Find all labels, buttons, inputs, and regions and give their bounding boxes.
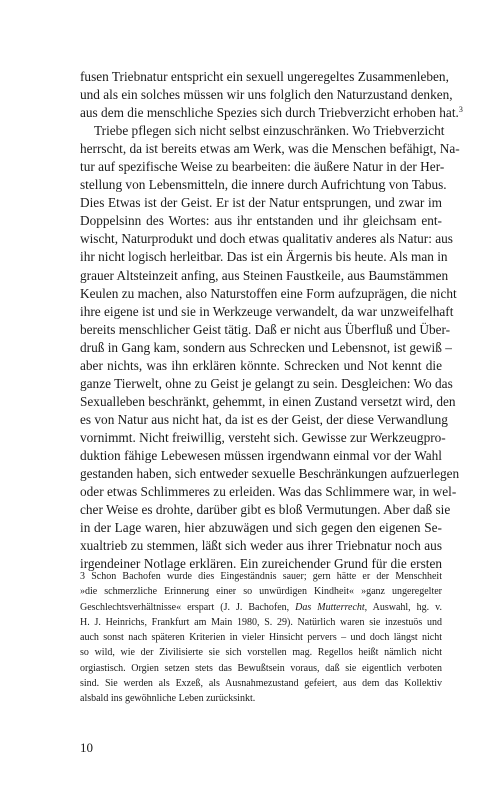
- text-line-content: ganze Tierwelt, ohne zu Geist je gelangt zu sein. Desgleichen: Wo das: [80, 375, 453, 391]
- text-line-content: duktion fähige Lebewesen müssen irgendwann einmal vor der Wahl: [80, 447, 442, 463]
- text-line: [80, 375, 453, 393]
- footnote-line: [80, 615, 442, 630]
- text-line: [80, 339, 452, 357]
- text-line-content: druß in Gang kam, sondern aus Schrecken und Lebensnot, ist gewiß –: [80, 339, 452, 355]
- text-line-content: ihr nicht logisch herleitbar. Das ist ein Ärgernis bis heute. Als man in: [80, 249, 448, 265]
- text-line: [80, 230, 453, 248]
- text-line-content: wischt, Naturprodukt und doch etwas qualitativ anderes als Natur: aus: [80, 231, 453, 247]
- text-line: [80, 465, 460, 483]
- footnote-line: [80, 600, 442, 615]
- footnote-text: alsbald ins gewöhnliche Leben zurücksinkt.: [80, 693, 256, 705]
- text-line: [80, 158, 445, 176]
- text-line-content: xualtrieb zu stemmen, läßt sich weder aus ihrer Triebnatur noch aus: [80, 538, 442, 554]
- text-line: [80, 122, 445, 140]
- footnote-text: H. J. Heinrichs, Frankfurt am Main 1980, S. 29). Natürlich waren sie inzestuös und: [80, 616, 442, 628]
- text-line-content: ihre eigene ist und sie in Werkzeuge verwandelt, da war unzweifelhaft: [80, 303, 454, 319]
- footnote-line: [80, 584, 442, 599]
- footnote-text: , Auswahl, hg. v.: [364, 601, 442, 613]
- text-line: [80, 501, 451, 519]
- text-line: [80, 68, 449, 86]
- body-text: [80, 68, 463, 573]
- text-line-content: Dies Etwas ist der Geist. Er ist der Natur entsprungen, und zwar im: [80, 195, 442, 211]
- text-line: [80, 483, 457, 501]
- text-line-content: fusen Triebnatur entspricht ein sexuell ungeregeltes Zusammenleben,: [80, 69, 449, 84]
- text-line-content: in der Lage waren, hier abzuwägen und sich gegen den eigenen Se-: [80, 520, 442, 536]
- footnote-text: Geschlechtsverhältnisse« erspart (J. J. Bachofen,: [80, 601, 296, 613]
- text-line: [80, 537, 442, 555]
- text-line-content: Triebe pflegen sich nicht selbst einzuschränken. Wo Triebverzicht: [94, 123, 445, 139]
- text-line-content: und als ein solches müssen wir uns folglich den Naturzustand denken,: [80, 87, 453, 103]
- text-line-content: stellung von Lebensmitteln, die innere durch Aufrichtung von Tabus.: [80, 177, 447, 193]
- text-line-content: gestanden haben, sich entweder sexuelle Beschränkungen aufzuerlegen: [80, 466, 460, 482]
- text-line: [80, 212, 442, 230]
- footnote-line: [80, 630, 442, 645]
- text-line: [80, 104, 463, 122]
- text-line-content: es von Natur aus nicht hat, da ist es der Geist, der diese Verwandlung: [80, 411, 448, 427]
- footnote-line: [80, 676, 442, 691]
- text-line-content: aber nichts, was ihn erklären könnte. Schrecken und Not kennt die: [80, 357, 442, 373]
- text-line: [80, 447, 442, 465]
- book-title: Das Mutterrecht: [295, 601, 365, 613]
- text-line-content: tur auf spezifische Weise zu bearbeiten: die äußere Natur in der Her-: [80, 159, 445, 175]
- text-line: [80, 176, 447, 194]
- text-line: [80, 194, 442, 212]
- text-line: [80, 393, 456, 411]
- footnote-text: 3 Schon Bachofen wurde dies Eingeständnis sauer; gern hätte er der Menschheit: [80, 571, 442, 582]
- text-line-content: cher Weise es drohte, darüber gibt es bloß Vermutungen. Aber daß sie: [80, 502, 451, 518]
- footnote-text: so wild, wie der Zivilisierte sie sich vorstellen mag. Regellos heißt nämlich nicht: [80, 647, 442, 659]
- footnote-marker[interactable]: 3: [458, 105, 463, 115]
- text-line-content: grauer Altsteinzeit anfing, aus Steinen Faustkeile, aus Baumstämmen: [80, 267, 449, 283]
- text-line: [80, 303, 454, 321]
- text-line: [80, 267, 449, 285]
- footnote-line: [80, 661, 442, 676]
- text-line: [80, 140, 460, 158]
- text-line-content: Doppelsinn des Wortes: aus ihr entstanden und ihr gleichsam ent-: [80, 213, 442, 229]
- text-line: [80, 519, 442, 537]
- text-line: [80, 429, 446, 447]
- text-line: [80, 411, 448, 429]
- footnote-text: auch sonst nach späteren Kriterien in vieler Hinsicht pervers – und doch längst nicht: [80, 632, 442, 644]
- main-text: [80, 68, 463, 573]
- footnote: [80, 569, 442, 707]
- text-line-content: herrscht, da ist bereits etwas am Werk, was die Menschen befähigt, Na-: [80, 141, 460, 157]
- footnote-text: orgiastisch. Orgien setzen stets das Bewußtsein voraus, daß sie eigentlich verboten: [80, 662, 442, 674]
- text-line-content: Sexualleben beschränkt, gehemmt, in einen Zustand versetzt wird, den: [80, 393, 456, 409]
- text-line-content: aus dem die menschliche Spezies sich durch Triebverzicht erhoben hat.: [80, 105, 459, 121]
- text-line: [80, 357, 442, 375]
- page-number: 10: [80, 740, 93, 755]
- footnote-text: sind. Sie werden als Exzeß, als Ausnahmezustand gefeiert, aus dem das Kollektiv: [80, 678, 442, 690]
- text-line-content: bereits menschlicher Geist tätig. Daß er nicht aus Überfluß und Über-: [80, 321, 451, 337]
- footnote-line: [80, 645, 442, 660]
- text-line: [80, 321, 451, 339]
- text-line-content: oder etwas Schlimmeres zu erleiden. Was das Schlimmere war, in wel-: [80, 484, 457, 500]
- footnote-line: [80, 691, 442, 706]
- text-line: [80, 248, 448, 266]
- footnote-text: »die schmerzliche Erinnerung einer so unwürdigen Kindheit« »ganz ungeregelter: [80, 586, 442, 598]
- text-line: [80, 285, 457, 303]
- text-line-content: vornimmt. Nicht freiwillig, versteht sich. Gewisse zur Werkzeugpro-: [80, 429, 446, 445]
- text-line: [80, 86, 453, 104]
- text-line-content: irgendeiner Notlage erklären. Ein zureichender Grund für die ersten: [80, 556, 442, 572]
- footnote-line: [80, 569, 442, 584]
- text-line-content: Keulen zu machen, also Naturstoffen eine Form aufzuprägen, die nicht: [80, 285, 457, 301]
